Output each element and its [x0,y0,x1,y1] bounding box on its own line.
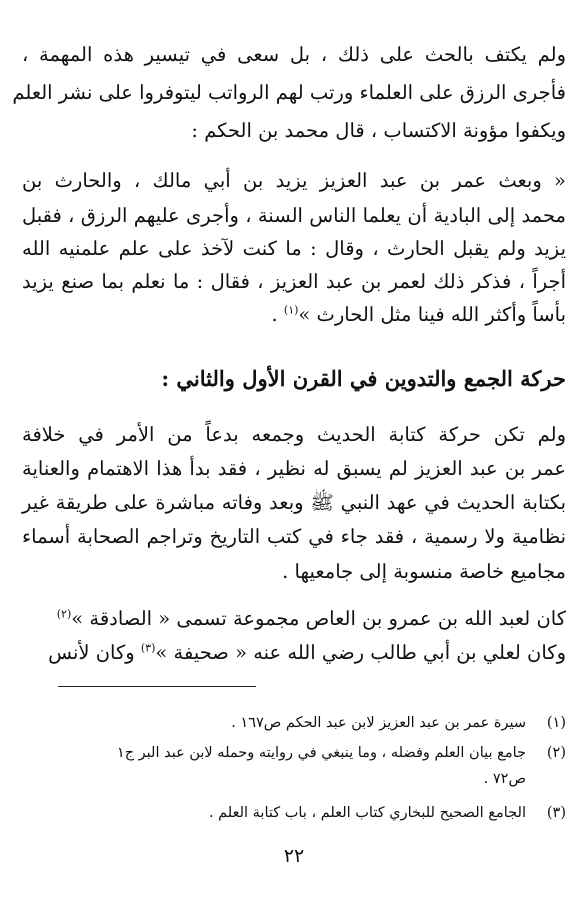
body-line-text: وكان لعلي بن أبي طالب رضي الله عنه « صحيفة » [155,641,566,664]
footnote-number: (٢) [546,745,566,761]
footnote-number: (١) [546,715,566,731]
footnote-divider [58,686,256,687]
footnote-2 [26,740,566,766]
body-line: بكتابة الحديث في عهد النبي ﷺ وبعد وفاته مباشرة على طريقة غير [22,491,566,514]
body-line: ولم يكتف بالحث على ذلك ، بل سعى في تيسير هذه المهمة ، [22,43,566,66]
footnote-text: جامع بيان العلم وفضله ، وما ينبغي في روايته وحمله لابن عبد البر ج١ [116,745,526,761]
body-line-text: كان لعبد الله بن عمرو بن العاص مجموعة تسمى « الصادقة » [71,607,566,630]
body-line: ويكفوا مؤونة الاكتساب ، قال محمد بن الحكم : [191,119,566,142]
quote-line: يزيد ولم يقبل الحارث ، وقال : ما كنت لآخذ على علم علمنيه الله [22,237,566,260]
body-line [22,602,566,636]
body-line: عمر بن عبد العزيز لم يسبق له نظير ، فقد بدأ هذا الاهتمام والعناية [22,457,566,480]
footnote-2-continuation: ص٧٢ . [483,771,526,787]
body-line: ولم تكن حركة كتابة الحديث وجمعه بدعاً من الأمر في خلافة [22,423,566,446]
body-line: فأجرى الرزق على العلماء ورتب لهم الرواتب ليتوفروا على نشر العلم [12,81,566,104]
footnote-marker-1: (١) [283,303,299,317]
quote-line: بأساً وأكثر الله فينا مثل الحارث »$^{(١)}$ . [271,303,566,326]
body-line: مجاميع خاصة منسوبة إلى جامعيها . [282,560,566,583]
quote-line-text: بأساً وأكثر الله فينا مثل الحارث » [298,303,566,326]
quote-line: أجراً ، فذكر ذلك لعمر بن عبد العزيز ، فقال : ما نعلم بما صنع يزيد [22,270,566,293]
footnote-text: الجامع الصحيح للبخاري كتاب العلم ، باب كتابة العلم . [208,805,526,821]
section-heading: حركة الجمع والتدوين في القرن الأول والثاني : [161,366,566,391]
page-number: ٢٢ [283,845,305,867]
footnote-marker-2: (٢) [56,607,72,621]
footnote-number: (٣) [546,805,566,821]
footnote-marker-3: (٣) [140,641,156,655]
footnote-1 [26,710,566,736]
body-line-tail: وكان لأنس [48,641,135,664]
body-line [22,636,566,670]
quote-line: محمد إلى البادية أن يعلما الناس السنة ، وأجرى عليهم الرزق ، فقبل [22,204,566,227]
body-line: نظامية ولا رسمية ، فقد جاء في كتب التاريخ وتراجم الصحابة أسماء [22,525,566,548]
quote-line: « وبعث عمر بن عبد العزيز يزيد بن أبي مالك ، والحارث بن [22,169,566,192]
footnote-text: سيرة عمر بن عبد العزيز لابن عبد الحكم ص١٦٧ . [231,715,526,731]
footnote-3 [26,800,566,826]
